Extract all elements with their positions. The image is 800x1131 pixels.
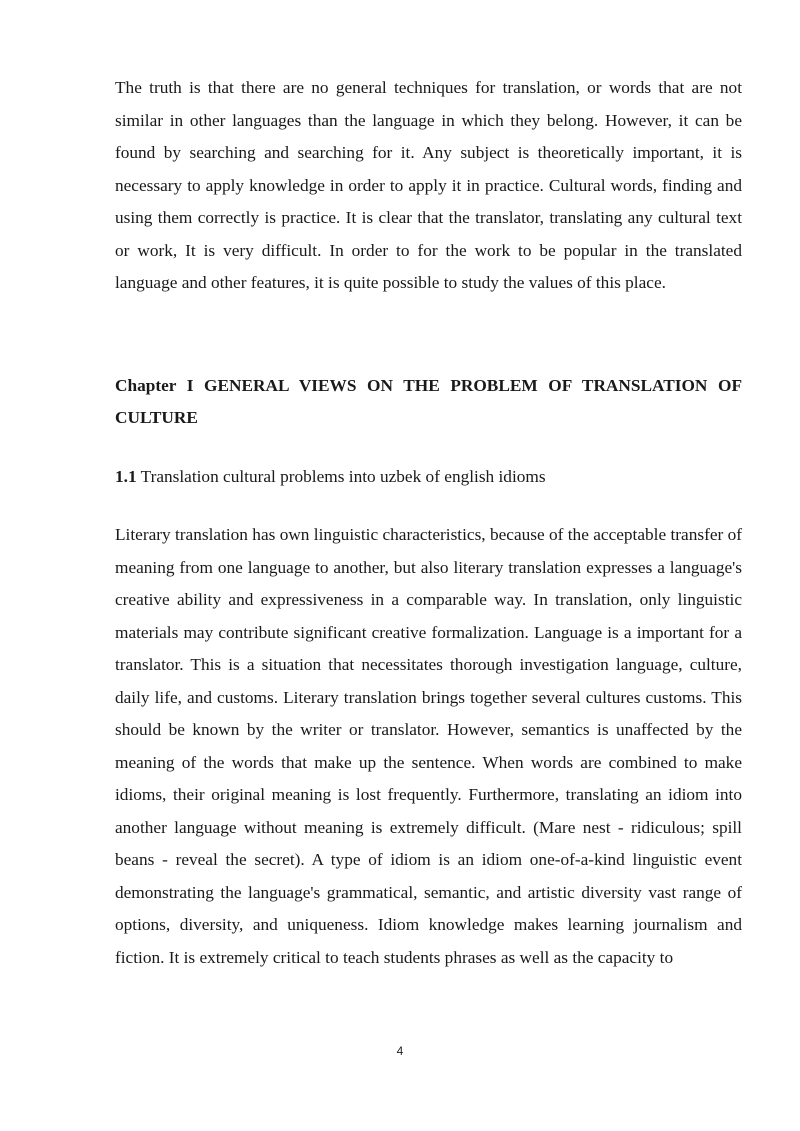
section-title: Translation cultural problems into uzbek of english idioms — [136, 466, 546, 486]
section-number: 1.1 — [115, 466, 137, 486]
intro-paragraph: The truth is that there are no general techniques for translation, or words that are not similar in other languages than the language in which they belong. However, it can be found by searching and searching for it. Any subject is theoretically important, it is necessary to apply knowledge in order to apply it in practice. Cultural words, finding and using them correctly is practice. It is clear that the translator, translating any cultural text or work, It is very difficult. In order to for the work to be popular in the translated language and other features, it is quite possible to study the values of this place. — [115, 78, 742, 292]
page-number: 4 — [396, 1044, 404, 1058]
section-heading — [115, 461, 742, 494]
chapter-heading: Chapter I GENERAL VIEWS ON THE PROBLEM OF TRANSLATION OF CULTURE — [115, 375, 742, 427]
body-paragraph: Literary translation has own linguistic characteristics, because of the acceptable transfer of meaning from one language to another, but also literary translation expresses a language's creative ability and expressiveness in a comparable way. In translation, only linguistic materials may contribute significant creative formalization. Language is a important for a translator. This is a situation that necessitates thorough investigation language, culture, daily life, and customs. Literary translation brings together several cultures customs. This should be known by the writer or translator. However, semantics is unaffected by the meaning of the words that make up the sentence. When words are combined to make idioms, their original meaning is lost frequently. Furthermore, translating an idiom into another language without meaning is extremely difficult. (Mare nest - ridiculous; spill beans - reveal the secret). A type of idiom is an idiom one-of-a-kind linguistic event demonstrating the language's grammatical, semantic, and artistic diversity vast range of options, diversity, and uniqueness. Idiom knowledge makes learning journalism and fiction. It is extremely critical to teach students phrases as well as the capacity to — [115, 525, 742, 967]
document-page — [115, 72, 742, 974]
